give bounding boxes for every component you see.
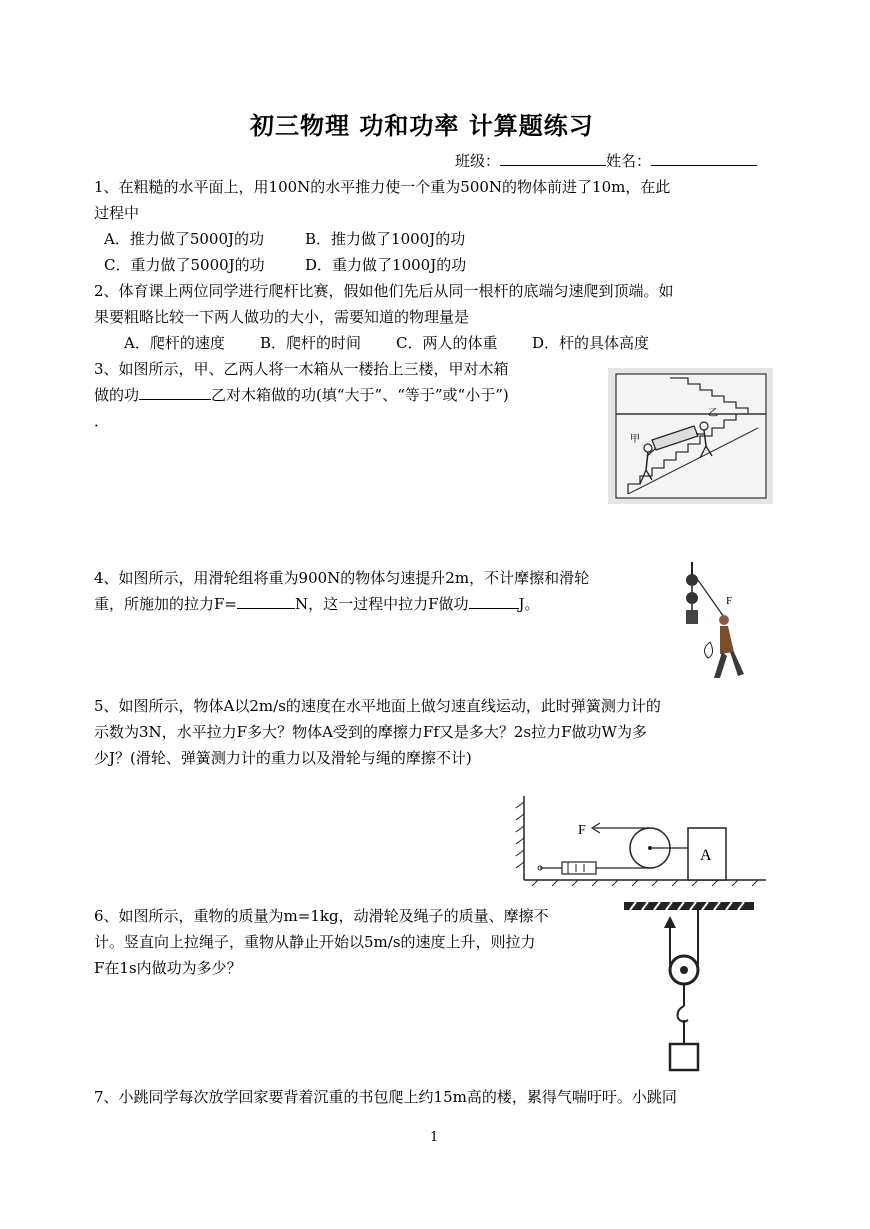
stairs-figure-svg	[608, 368, 773, 504]
q2-line1: 2、体育课上两位同学进行爬杆比赛，假如他们先后从同一根杆的底端匀速爬到顶端。如	[94, 282, 674, 300]
label-jia: 甲	[630, 434, 640, 445]
q3-line2	[94, 382, 509, 408]
q4-line2-part1: 重，所施加的拉力F=	[94, 595, 237, 613]
q1-option-c: C．重力做了5000J的功	[104, 256, 265, 274]
class-blank[interactable]	[500, 149, 606, 166]
label-yi: 乙	[708, 408, 718, 419]
q3-line1: 3、如图所示，甲、乙两人将一木箱从一楼抬上三楼，甲对木箱	[94, 360, 509, 378]
moving-pulley-figure	[622, 898, 756, 1076]
pulley-person-svg	[680, 560, 762, 682]
q4-line2-part3: J。	[518, 595, 540, 613]
q3-line2-part2: 乙对木箱做的功(填“大于”、“等于”或“小于”)	[211, 386, 509, 404]
q1-line2: 过程中	[94, 204, 140, 222]
pulley-label-f: F	[726, 595, 733, 607]
name-label: 姓名：	[606, 152, 652, 170]
q4-line2	[94, 591, 540, 617]
q6-line2: 计。竖直向上拉绳子，重物从静止开始以5m/s的速度上升，则拉力	[94, 933, 536, 951]
q2-option-a: A．爬杆的速度	[124, 334, 225, 352]
stairs-figure	[608, 368, 773, 504]
q2-option-d: D．杆的具体高度	[532, 334, 650, 352]
q2-option-b: B．爬杆的时间	[260, 334, 362, 352]
q7-line1: 7、小跳同学每次放学回家要背着沉重的书包爬上约15m高的楼，累得气喘吁吁。小跳同	[94, 1088, 677, 1106]
block-label-a: A	[700, 847, 712, 864]
q1-line1: 1、在粗糙的水平面上，用100N的水平推力使一个重为500N的物体前进了10m，在此	[94, 178, 671, 196]
q1-option-a: A．推力做了5000J的功	[104, 230, 265, 248]
q6-line3: F在1s内做功为多少？	[94, 959, 242, 977]
q3-line3: ．	[94, 412, 110, 430]
q5-line3: 少J？(滑轮、弹簧测力计的重力以及滑轮与绳的摩擦不计)	[94, 749, 472, 767]
page-number: 1	[430, 1130, 439, 1145]
q4-line1: 4、如图所示，用滑轮组将重为900N的物体匀速提升2m，不计摩擦和滑轮	[94, 569, 590, 587]
block-label-f: F	[578, 823, 586, 838]
pulley-person-figure	[680, 560, 762, 682]
q4-line2-part2: N，这一过程中拉力F做功	[294, 595, 469, 613]
q2-option-c: C．两人的体重	[396, 334, 498, 352]
q5-line2: 示数为3N，水平拉力F多大？物体A受到的摩擦力Ff又是多大？2s拉力F做功W为多	[94, 723, 647, 741]
q3-line2-part1: 做的功	[94, 386, 140, 404]
page-title: 初三物理 功和功率 计算题练习	[250, 111, 594, 140]
q1-option-b: B．推力做了1000J的功	[305, 230, 466, 248]
q6-line1: 6、如图所示，重物的质量为m=1kg，动滑轮及绳子的质量、摩擦不	[94, 907, 549, 925]
q1-option-d: D．重力做了1000J的功	[305, 256, 467, 274]
q4-force-blank[interactable]	[237, 592, 295, 609]
q2-line2: 果要粗略比较一下两人做功的大小，需要知道的物理量是	[94, 308, 470, 326]
pulley-block-svg	[510, 792, 772, 888]
name-blank[interactable]	[651, 149, 757, 166]
q4-work-blank[interactable]	[469, 592, 519, 609]
class-name-line	[455, 148, 757, 174]
q3-answer-blank[interactable]	[139, 383, 211, 400]
moving-pulley-svg	[622, 898, 756, 1076]
class-label: 班级：	[455, 152, 501, 170]
q5-line1: 5、如图所示，物体A以2m/s的速度在水平地面上做匀速直线运动，此时弹簧测力计的	[94, 697, 661, 715]
pulley-block-figure	[510, 792, 772, 888]
